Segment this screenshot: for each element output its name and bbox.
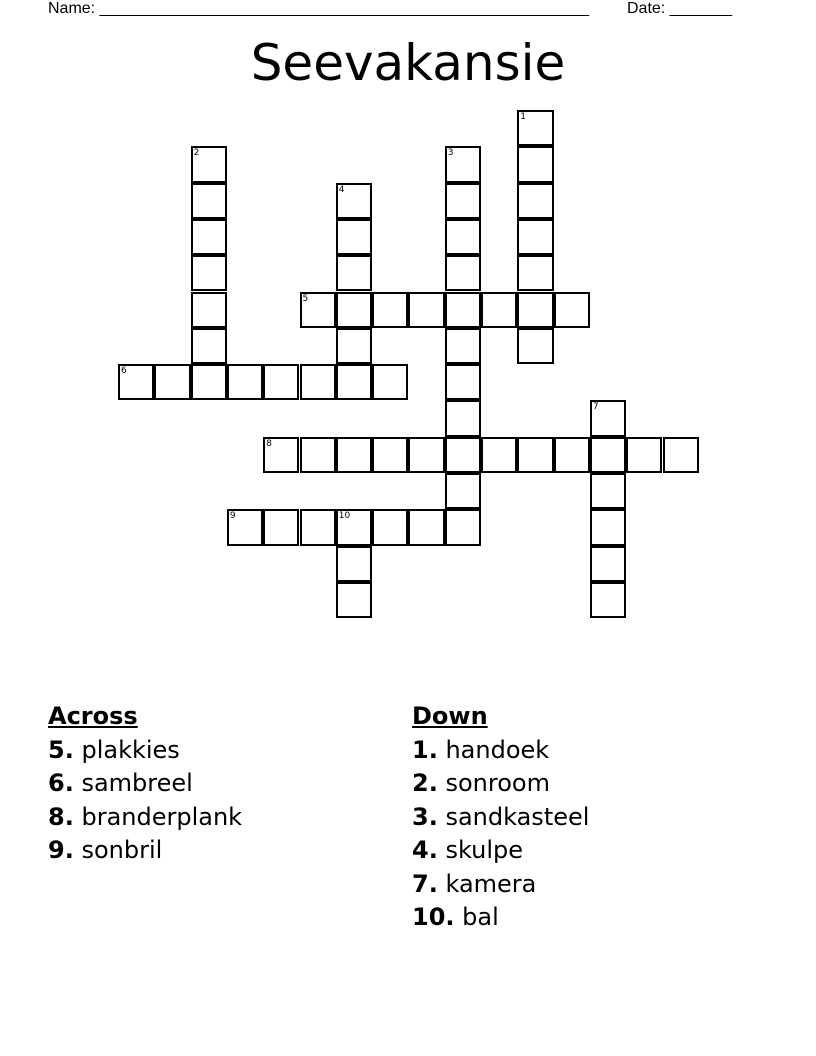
grid-cell[interactable]	[517, 219, 553, 255]
clue-text: kamera	[445, 869, 537, 898]
clue-down-10	[412, 901, 589, 935]
grid-cell[interactable]	[445, 183, 481, 219]
cell-number: 7	[592, 402, 599, 413]
grid-cell[interactable]	[191, 292, 227, 328]
clue-text: sandkasteel	[445, 802, 590, 831]
clue-text: branderplank	[81, 802, 243, 831]
grid-cell[interactable]	[227, 509, 263, 545]
page-title: Seevakansie	[250, 34, 566, 92]
grid-cell[interactable]	[372, 292, 408, 328]
grid-cell[interactable]	[191, 255, 227, 291]
grid-cell[interactable]	[445, 328, 481, 364]
clue-text: skulpe	[445, 836, 524, 864]
grid-cell[interactable]	[517, 110, 553, 146]
grid-cell[interactable]	[300, 364, 336, 400]
cell-number: 8	[266, 438, 272, 449]
grid-cell[interactable]	[445, 509, 481, 545]
grid-cell[interactable]	[590, 473, 626, 509]
clue-down-1	[412, 734, 589, 768]
cell-number: 5	[302, 293, 309, 304]
grid-cell[interactable]	[227, 364, 263, 400]
grid-cell[interactable]	[445, 219, 481, 255]
grid-cell[interactable]	[300, 292, 336, 328]
cell-number: 2	[193, 148, 200, 159]
grid-cell[interactable]	[336, 364, 372, 400]
grid-cell[interactable]	[408, 437, 444, 473]
clue-number: 9.	[48, 836, 74, 864]
grid-cell[interactable]	[191, 364, 227, 400]
grid-cell[interactable]	[263, 437, 299, 473]
cell-number: 4	[338, 184, 345, 195]
clue-number: 6.	[48, 769, 74, 797]
clue-down-3	[412, 801, 589, 835]
grid-cell[interactable]	[372, 364, 408, 400]
grid-cell[interactable]	[445, 473, 481, 509]
grid-cell[interactable]	[481, 292, 517, 328]
grid-cell[interactable]	[517, 255, 553, 291]
grid-cell[interactable]	[263, 364, 299, 400]
grid-cell[interactable]	[336, 183, 372, 219]
across-heading: Across	[48, 702, 138, 730]
clue-text: sonroom	[445, 769, 550, 797]
grid-cell[interactable]	[445, 400, 481, 436]
cell-number: 1	[520, 112, 527, 122]
across-clues	[48, 700, 242, 868]
grid-cell[interactable]	[517, 437, 553, 473]
grid-cell[interactable]	[336, 328, 372, 364]
clue-across-8	[48, 801, 242, 835]
grid-cell[interactable]	[408, 292, 444, 328]
grid-cell[interactable]	[191, 328, 227, 364]
grid-cell[interactable]	[445, 437, 481, 473]
grid-cell[interactable]	[517, 292, 553, 328]
grid-cell[interactable]	[336, 437, 372, 473]
clue-text: bal	[462, 903, 499, 931]
clue-down-2	[412, 767, 589, 801]
clue-down-7	[412, 868, 589, 902]
grid-cell[interactable]	[336, 582, 372, 618]
grid-cell[interactable]	[517, 328, 553, 364]
clue-text: sonbril	[81, 836, 163, 864]
grid-cell[interactable]	[445, 255, 481, 291]
clue-across-5	[48, 734, 242, 768]
grid-cell[interactable]	[590, 509, 626, 545]
down-heading: Down	[412, 702, 488, 730]
grid-cell[interactable]	[590, 546, 626, 582]
grid-cell[interactable]	[517, 183, 553, 219]
grid-cell[interactable]	[445, 292, 481, 328]
clue-text: handoek	[445, 735, 550, 764]
clue-number: 10.	[412, 903, 455, 931]
grid-cell[interactable]	[336, 255, 372, 291]
clue-text: sambreel	[81, 769, 193, 797]
grid-cell[interactable]	[263, 509, 299, 545]
grid-cell[interactable]	[372, 437, 408, 473]
clue-number: 8.	[48, 802, 74, 831]
grid-cell[interactable]	[191, 146, 227, 182]
grid-cell[interactable]	[372, 509, 408, 545]
grid-cell[interactable]	[590, 437, 626, 473]
clue-number: 4.	[412, 836, 438, 864]
grid-cell[interactable]	[481, 437, 517, 473]
clue-number: 3.	[412, 802, 438, 831]
grid-cell[interactable]	[191, 183, 227, 219]
grid-cell[interactable]	[590, 582, 626, 618]
grid-cell[interactable]	[191, 219, 227, 255]
grid-cell[interactable]	[590, 400, 626, 436]
cell-number: 10	[338, 511, 351, 522]
grid-cell[interactable]	[663, 437, 699, 473]
grid-cell[interactable]	[517, 146, 553, 182]
clue-down-4	[412, 834, 589, 868]
clue-across-6	[48, 767, 242, 801]
grid-cell[interactable]	[445, 146, 481, 182]
clue-number: 7.	[412, 869, 438, 898]
grid-cell[interactable]	[118, 364, 154, 400]
clue-across-9	[48, 834, 242, 868]
grid-cell[interactable]	[554, 292, 590, 328]
clue-text: plakkies	[81, 735, 180, 764]
name-field-label: Name: _______________________________________________________	[48, 0, 589, 17]
grid-cell[interactable]	[300, 437, 336, 473]
clue-number: 1.	[412, 735, 438, 764]
grid-cell[interactable]	[554, 437, 590, 473]
grid-cell[interactable]	[300, 509, 336, 545]
grid-cell[interactable]	[408, 509, 444, 545]
grid-cell[interactable]	[336, 292, 372, 328]
clue-number: 2.	[412, 769, 438, 797]
clue-number: 5.	[48, 735, 74, 764]
grid-cell[interactable]	[336, 219, 372, 255]
grid-cell[interactable]	[336, 546, 372, 582]
grid-cell[interactable]	[626, 437, 662, 473]
cell-number: 3	[447, 148, 454, 159]
grid-cell[interactable]	[445, 364, 481, 400]
cell-number: 6	[121, 366, 127, 377]
cell-number: 9	[229, 511, 236, 522]
date-field-label: Date: _______	[627, 0, 732, 17]
down-clues	[412, 700, 589, 935]
grid-cell[interactable]	[154, 364, 190, 400]
grid-cell[interactable]	[336, 509, 372, 545]
